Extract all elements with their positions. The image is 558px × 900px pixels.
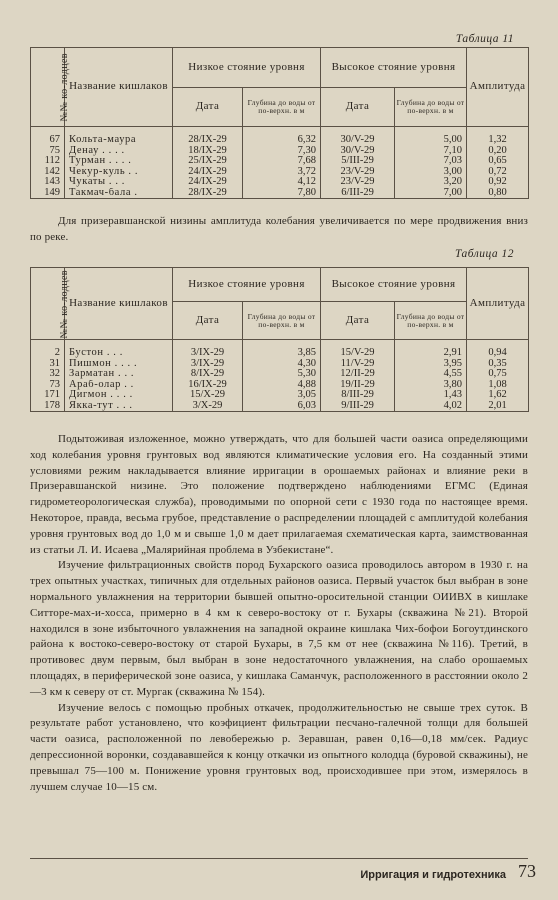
mid-paragraph: Для призеравшанской низины амплитуда колебания увеличивается по мере продвижения вниз по реке. — [30, 215, 528, 243]
body-text — [30, 432, 528, 795]
table-row: 149 Такмач-бала . 28/IX-29 7,80 6/III-29 7,00 0,80 — [31, 188, 529, 199]
col-well-number: №№ ко-лодцев — [31, 268, 65, 340]
col-high-depth: Глубина до воды от по-верхн. в м — [395, 88, 467, 127]
col-low-date: Дата — [173, 302, 243, 340]
col-high-level: Высокое стояние уровня — [321, 268, 467, 302]
table-row: 2 Бустон . . . 3/IX-29 3,85 15/V-29 2,91 0,94 — [31, 348, 529, 359]
page-number: 73 — [518, 861, 536, 881]
col-low-level: Низкое стояние уровня — [173, 48, 321, 88]
table-row: 73 Араб-олар . . 16/IX-29 4,88 19/II-29 3,80 1,08 — [31, 380, 529, 391]
col-low-depth: Глубина до воды от по-верхн. в м — [243, 88, 321, 127]
table-row: 67 Кольта-маура 28/IX-29 6,32 30/V-29 5,00 1,32 — [31, 135, 529, 146]
col-village-name: Название кишлаков — [65, 48, 173, 127]
table-row: 143 Чукаты . . . 24/IX-29 4,12 23/V-29 3,20 0,92 — [31, 177, 529, 188]
col-amplitude: Амплитуда — [467, 48, 529, 127]
table-row: 171 Дигмон . . . . 15/X-29 3,05 8/III-29 1,43 1,62 — [31, 390, 529, 401]
col-high-level: Высокое стояние уровня — [321, 48, 467, 88]
body-paragraph: Изучение фильтрационных свойств пород Бухарского оазиса проводилось автором в 1930 г. на трех опытных участках, типичных для отдельных районов оазиса. Первый участок был выбран в зоне нормального увлажнения на территории бывшей опытно-оросительной станции ОИИВХ в кишлаке Ситторе-мах-и-хосса, примерно в 4 км к северо-востоку от г. Бухары (скважина №21). Второй находился в зоне избыточного увлажнения на западной окраине кишлака Чих-бофои Богоутдинского района к востоко-северо-востоку от старой Бухары, в 7,5 км от нее (скважина №116). Третий, в противовес двум первым, был выбран в зоне недостаточного увлажнения, на слабо орошаемых площадях, в периферической зоне оазиса, у кишлака Саманчук, расположенного в расстоянии около 2—3 км к северу от ст. Мургак (скважина № 154). — [30, 559, 528, 698]
body-paragraph: Изучение велось с помощью пробных откачек, продолжительностью не свыше трех суток. В результате работ установлено, что коэфициент фильтрации песчано-галечной толщи для большей части оазиса, расположенной по левобережью р. Зеравшан, равен 0,16—0,18 мм/сек. Радиус депрессионной воронки, создававшейся к концу откачки из опытного колодца (буровой скважины), не превышал 75—100 м. Понижение уровня грунтовых вод, происходившее при этом, измерялось в лучшем случае 10—15 см. — [30, 701, 528, 793]
col-high-date: Дата — [321, 88, 395, 127]
table-12 — [30, 267, 529, 412]
body-paragraph: Подытоживая изложенное, можно утверждать, что для большей части оазиса определяющими ход колебания уровня грунтовых вод являются климатические условия его. На созданный этими условиями режим накладывается влияние ирригации в орошаемых районах и влияние реки в Призеравшанской низине. Это положение подтверждено наблюдениями ЕГМС (Единая гидрометеорологическая служба), проводимыми по опорной сети с 1930 года по настоящее время. Некоторое, правда, весьма грубое, представление о распределении площадей с амплитудой колебания уровня грунтовых вод до 1,0 м и свыше 1,0 м дает прилагаемая схематическая карта, заимствованная из статьи Л. И. Исаева „Малярийная проблема в Узбекистане“. — [30, 433, 528, 556]
journal-title: Ирригация и гидротехника — [360, 869, 506, 881]
col-village-name: Название кишлаков — [65, 268, 173, 340]
table-row: 32 Зарматан . . . 8/IX-29 5,30 12/II-29 4,55 0,75 — [31, 369, 529, 380]
footer-rule — [30, 858, 528, 859]
table-11-caption: Таблица 11 — [455, 33, 514, 45]
col-high-depth: Глубина до воды от по-верхн. в м — [395, 302, 467, 340]
col-low-date: Дата — [173, 88, 243, 127]
table-row: 178 Якка-тут . . . 3/X-29 6,03 9/III-29 4,02 2,01 — [31, 401, 529, 412]
table-row: 112 Турман . . . . 25/IX-29 7,68 5/III-29 7,03 0,65 — [31, 156, 529, 167]
table-row: 75 Денау . . . . 18/IX-29 7,30 30/V-29 7,10 0,20 — [31, 146, 529, 157]
table-12-caption: Таблица 12 — [454, 248, 514, 260]
table-11 — [30, 47, 529, 199]
table-row: 31 Пишмон . . . . 3/IX-29 4,30 11/V-29 3,95 0,35 — [31, 359, 529, 370]
col-well-number: №№ ко-лодцев — [31, 48, 65, 127]
table-row: 142 Чекур-куль . . 24/IX-29 3,72 23/V-29 3,00 0,72 — [31, 167, 529, 178]
col-high-date: Дата — [321, 302, 395, 340]
col-low-level: Низкое стояние уровня — [173, 268, 321, 302]
col-low-depth: Глубина до воды от по-верхн. в м — [243, 302, 321, 340]
col-amplitude: Амплитуда — [467, 268, 529, 340]
